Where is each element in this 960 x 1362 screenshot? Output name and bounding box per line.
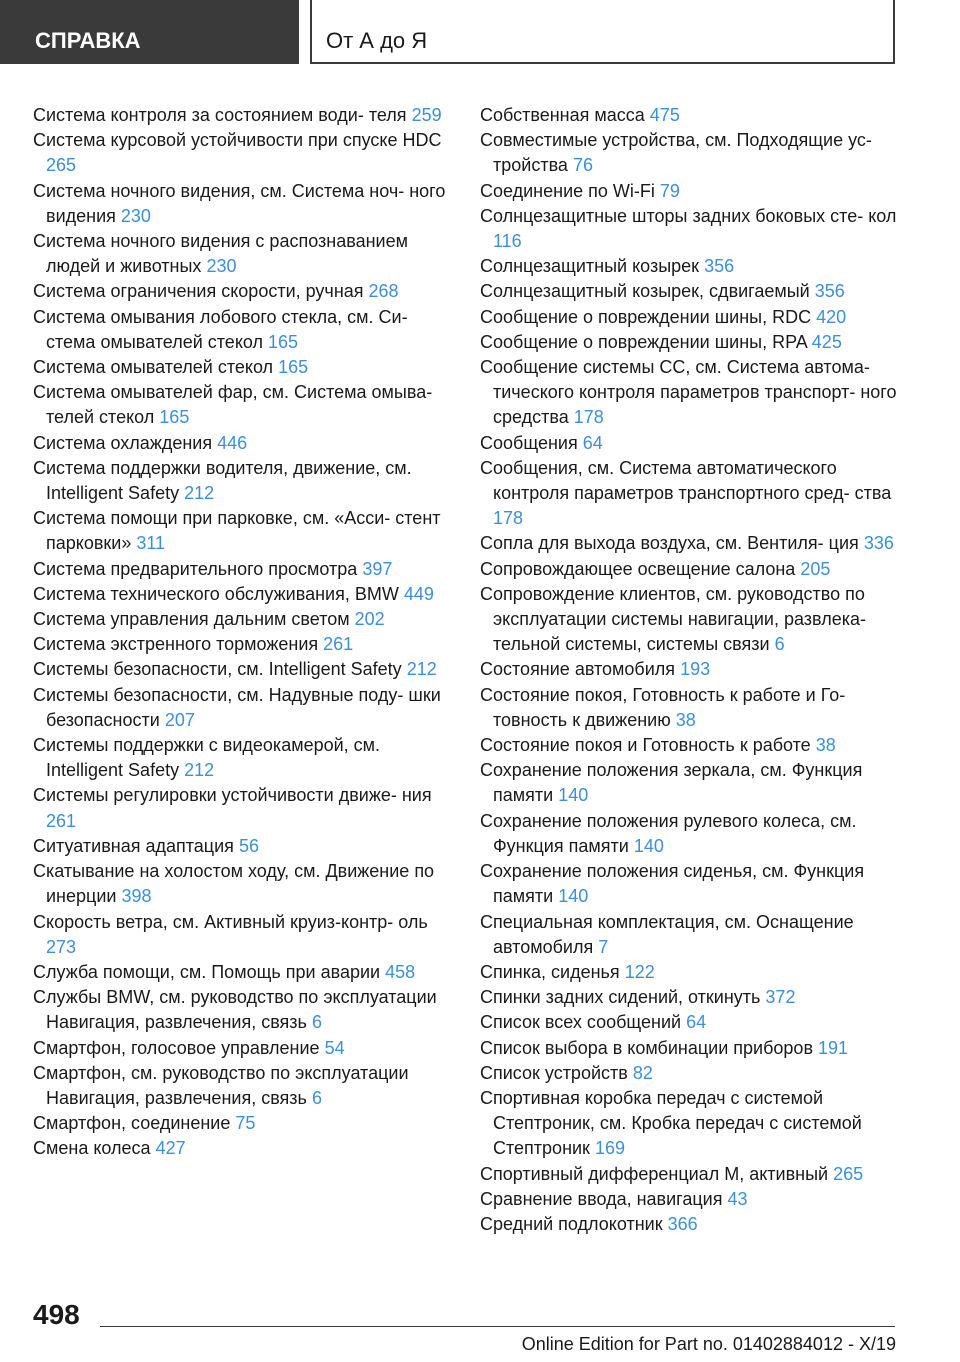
index-page-link[interactable]: 56 xyxy=(238,835,259,856)
index-entry xyxy=(480,985,900,1010)
index-entry xyxy=(33,859,453,909)
index-entry xyxy=(33,1061,453,1111)
index-entry-text: Система омывания лобового стекла, см. Си- стема омывателей стекол xyxy=(33,306,408,352)
index-entry xyxy=(480,1086,900,1162)
index-entry xyxy=(33,1136,453,1161)
index-entry xyxy=(33,103,453,128)
index-page-link[interactable]: 311 xyxy=(136,533,166,554)
index-entry xyxy=(480,279,900,304)
index-column-right xyxy=(480,103,900,1237)
index-entry-text: Сохранение положения рулевого колеса, см. Функция памяти xyxy=(480,810,857,856)
index-page-link[interactable]: 38 xyxy=(815,735,836,756)
index-entry xyxy=(33,985,453,1035)
index-entry xyxy=(33,834,453,859)
index-page-link[interactable]: 261 xyxy=(46,810,77,831)
index-entry xyxy=(33,910,453,960)
page-header xyxy=(0,0,960,66)
index-page-link[interactable]: 165 xyxy=(278,357,309,378)
index-page-link[interactable]: 446 xyxy=(217,432,248,453)
index-entry xyxy=(480,1061,900,1086)
index-entry xyxy=(480,330,900,355)
index-entry-text: Сообщение о повреждении шины, RPA xyxy=(480,331,807,352)
index-entry-text: Системы безопасности, см. Intelligent Safety xyxy=(33,659,402,680)
index-entry xyxy=(480,355,900,431)
index-page-link[interactable]: 261 xyxy=(323,634,354,655)
index-entry-text: Сопровождающее освещение салона xyxy=(480,558,796,579)
index-page-link[interactable]: 475 xyxy=(649,105,680,125)
index-entry xyxy=(33,179,453,229)
section-title: СПРАВКА xyxy=(0,0,299,64)
index-page-link[interactable]: 425 xyxy=(811,331,842,352)
index-page-link[interactable]: 116 xyxy=(493,231,522,252)
index-entry-text: Средний подлокотник xyxy=(480,1213,663,1234)
index-page-link[interactable]: 212 xyxy=(184,483,215,504)
index-entry-text: Спинка, сиденья xyxy=(480,961,620,982)
index-entry-text: Смартфон, голосовое управление xyxy=(33,1037,320,1058)
index-entry-text: Система охлаждения xyxy=(33,432,213,453)
index-entry-text: Сообщения, см. Система автоматического контроля параметров транспортного сред- ства xyxy=(480,457,892,504)
index-entry-text: Солнцезащитный козырек, сдвигаемый xyxy=(480,281,810,302)
index-entry-text: Система помощи при парковке, см. «Асси- стент парковки» xyxy=(33,508,441,554)
index-entry xyxy=(33,431,453,456)
index-entry xyxy=(33,305,453,355)
index-page-link[interactable]: 165 xyxy=(268,331,299,352)
index-entry xyxy=(33,632,453,657)
index-page-link[interactable]: 178 xyxy=(493,508,524,529)
index-entry xyxy=(33,1111,453,1136)
index-page-link[interactable]: 6 xyxy=(311,1087,322,1108)
index-page-link[interactable]: 449 xyxy=(403,583,434,604)
index-entry xyxy=(33,683,453,733)
index-entry xyxy=(480,254,900,279)
index-entry-text: Система технического обслуживания, BMW xyxy=(33,583,399,604)
index-page-link[interactable]: 178 xyxy=(573,407,604,428)
index-entry xyxy=(480,683,900,733)
index-entry-text: Система ночного видения, см. Система ноч- ного видения xyxy=(33,180,446,226)
subsection-title: От А до Я xyxy=(310,0,895,64)
index-entry xyxy=(33,380,453,430)
index-entry-text: Состояние автомобиля xyxy=(480,659,676,680)
footer-edition: Online Edition for Part no. 01402884012 - X/19 xyxy=(521,1334,896,1354)
index-entry xyxy=(480,204,900,254)
index-entry-text: Скатывание на холостом ходу, см. Движение по инерции xyxy=(33,861,435,907)
index-entry-text: Солнцезащитный козырек xyxy=(480,256,700,277)
index-entry-text: Система контроля за состоянием води- теля xyxy=(33,105,407,125)
index-entry xyxy=(480,809,900,859)
index-entry xyxy=(480,456,900,532)
index-entry-text: Спинки задних сидений, откинуть xyxy=(480,987,761,1008)
index-entry-text: Сохранение положения зеркала, см. Функция памяти xyxy=(480,760,863,806)
index-entry xyxy=(33,456,453,506)
index-entry-text: Система управления дальним светом xyxy=(33,609,350,630)
index-entry xyxy=(480,733,900,758)
index-entry xyxy=(480,1010,900,1035)
index-entry xyxy=(480,531,900,556)
index-entry-text: Системы поддержки с видеокамерой, см. Intelligent Safety xyxy=(33,735,381,781)
footer-divider xyxy=(100,1326,895,1327)
index-entry xyxy=(33,733,453,783)
index-entry-text: Соединение по Wi-Fi xyxy=(480,180,655,201)
index-entry-text: Специальная комплектация, см. Оснащение автомобиля xyxy=(480,911,854,957)
index-page-link[interactable]: 427 xyxy=(155,1138,186,1159)
index-entry-text: Системы регулировки устойчивости движе- ния xyxy=(33,785,432,806)
index-entry-text: Сопровождение клиентов, см. руководство по эксплуатации системы навигации, развлека- тельной системы, системы связи xyxy=(480,583,866,655)
index-entry xyxy=(480,960,900,985)
index-entry xyxy=(480,582,900,658)
index-entry xyxy=(480,1212,900,1237)
index-entry xyxy=(33,960,453,985)
index-entry xyxy=(480,1187,900,1212)
index-entry xyxy=(33,607,453,632)
index-page-link[interactable]: 54 xyxy=(324,1037,345,1058)
index-page-link[interactable]: 140 xyxy=(558,785,589,806)
index-entry-text: Система предварительного просмотра xyxy=(33,558,358,579)
index-entry xyxy=(33,355,453,380)
index-page-link[interactable]: 230 xyxy=(120,205,151,226)
index-entry-text: Сохранение положения сиденья, см. Функция памяти xyxy=(480,861,865,907)
index-entry-text: Совместимые устройства, см. Подходящие ус- тройства xyxy=(480,130,872,176)
index-entry-text: Смартфон, см. руководство по эксплуатации Навигация, развлечения, связь xyxy=(33,1062,409,1108)
index-entry-text: Скорость ветра, см. Активный круиз-контр- оль xyxy=(33,911,428,932)
index-entry xyxy=(33,557,453,582)
index-entry xyxy=(33,783,453,833)
index-page-link[interactable]: 420 xyxy=(816,306,847,327)
index-entry-text: Система курсовой устойчивости при спуске HDC xyxy=(33,130,442,151)
index-entry xyxy=(33,657,453,682)
index-page-link[interactable]: 265 xyxy=(833,1163,864,1184)
index-entry xyxy=(480,1162,900,1187)
index-entry-text: Службы BMW, см. руководство по эксплуатации Навигация, развлечения, связь xyxy=(33,987,437,1033)
index-page-link[interactable]: 397 xyxy=(362,558,393,579)
index-entry xyxy=(480,128,900,178)
index-entry-text: Системы безопасности, см. Надувные поду- шки безопасности xyxy=(33,684,441,730)
index-page-link[interactable]: 76 xyxy=(572,155,593,176)
index-page-link[interactable]: 212 xyxy=(184,760,215,781)
page-number: 498 xyxy=(33,1299,80,1330)
index-page-link[interactable]: 205 xyxy=(800,558,831,579)
index-entry xyxy=(480,859,900,909)
index-page-link[interactable]: 64 xyxy=(582,432,603,453)
index-entry xyxy=(33,582,453,607)
index-page-link[interactable]: 356 xyxy=(704,256,735,277)
index-page-link[interactable]: 268 xyxy=(368,281,399,302)
index-page-link[interactable]: 6 xyxy=(774,634,785,655)
index-page-link[interactable]: 38 xyxy=(675,709,696,730)
index-entry-text: Система омывателей фар, см. Система омыва- телей стекол xyxy=(33,382,433,428)
index-column-left xyxy=(33,103,453,1162)
index-entry xyxy=(33,506,453,556)
index-page-link[interactable]: 7 xyxy=(598,936,609,957)
index-entry xyxy=(33,128,453,178)
index-entry xyxy=(480,103,900,128)
index-entry-text: Сообщение системы CC, см. Система автома- тического контроля параметров транспорт- ного средства xyxy=(480,357,897,428)
index-page-link[interactable]: 259 xyxy=(411,105,442,125)
index-entry-text: Список всех сообщений xyxy=(480,1012,682,1033)
index-entry-text: Собственная масса xyxy=(480,105,645,125)
index-entry xyxy=(33,279,453,304)
index-entry-text: Смена колеса xyxy=(33,1138,151,1159)
index-page-link[interactable]: 6 xyxy=(311,1012,322,1033)
index-page-link[interactable]: 140 xyxy=(558,886,589,907)
index-entry xyxy=(33,229,453,279)
index-entry xyxy=(480,431,900,456)
index-entry xyxy=(480,305,900,330)
index-page-link[interactable]: 82 xyxy=(632,1062,653,1083)
index-page-link[interactable]: 398 xyxy=(121,886,152,907)
index-entry-text: Сравнение ввода, навигация xyxy=(480,1188,723,1209)
index-entry-text: Спортивная коробка передач с системой Стептроник, см. Кробка передач с системой Стептроник xyxy=(480,1087,862,1159)
index-page-link[interactable]: 169 xyxy=(594,1138,625,1159)
index-page-link[interactable]: 75 xyxy=(235,1113,256,1134)
index-entry-text: Сообщение о повреждении шины, RDC xyxy=(480,306,812,327)
index-page-link[interactable]: 202 xyxy=(354,609,385,630)
index-entry-text: Список устройств xyxy=(480,1062,628,1083)
index-page-link[interactable]: 79 xyxy=(659,180,680,201)
index-entry-text: Сопла для выхода воздуха, см. Вентиля- ция xyxy=(480,533,859,554)
index-entry-text: Система ограничения скорости, ручная xyxy=(33,281,364,302)
index-entry-text: Служба помощи, см. Помощь при аварии xyxy=(33,961,381,982)
index-entry-text: Состояние покоя, Готовность к работе и Го- товность к движению xyxy=(480,684,846,730)
index-entry xyxy=(480,758,900,808)
index-entry xyxy=(480,557,900,582)
index-entry xyxy=(480,657,900,682)
index-entry xyxy=(480,179,900,204)
index-entry-text: Система экстренного торможения xyxy=(33,634,319,655)
index-page-link[interactable]: 336 xyxy=(863,533,894,554)
index-page-link[interactable]: 372 xyxy=(765,987,796,1008)
index-page-link[interactable]: 165 xyxy=(159,407,190,428)
index-page-link[interactable]: 273 xyxy=(46,936,77,957)
index-page-link[interactable]: 458 xyxy=(385,961,416,982)
index-entry-text: Солнцезащитные шторы задних боковых сте- кол xyxy=(480,205,897,226)
index-entry xyxy=(480,1036,900,1061)
index-page-link[interactable]: 43 xyxy=(727,1188,748,1209)
index-page-link[interactable]: 122 xyxy=(624,961,655,982)
index-entry-text: Система поддержки водителя, движение, см. Intelligent Safety xyxy=(33,457,412,504)
index-page-link[interactable]: 265 xyxy=(46,155,77,176)
index-page-link[interactable]: 207 xyxy=(164,709,195,730)
index-entry-text: Смартфон, соединение xyxy=(33,1113,231,1134)
index-page-link[interactable]: 356 xyxy=(814,281,845,302)
index-page-link[interactable]: 191 xyxy=(818,1037,849,1058)
index-entry-text: Система омывателей стекол xyxy=(33,357,274,378)
index-page-link[interactable]: 193 xyxy=(680,659,711,680)
index-page-link[interactable]: 212 xyxy=(406,659,437,680)
index-page-link[interactable]: 366 xyxy=(667,1213,698,1234)
index-page-link[interactable]: 64 xyxy=(686,1012,707,1033)
index-page-link[interactable]: 140 xyxy=(633,835,664,856)
index-entry xyxy=(33,1036,453,1061)
index-entry-text: Состояние покоя и Готовность к работе xyxy=(480,735,811,756)
index-entry-text: Ситуативная адаптация xyxy=(33,835,234,856)
index-entry-text: Система ночного видения с распознаванием людей и животных xyxy=(33,231,408,277)
index-entry-text: Спортивный дифференциал M, активный xyxy=(480,1163,829,1184)
index-entry xyxy=(480,910,900,960)
index-entry-text: Список выбора в комбинации приборов xyxy=(480,1037,814,1058)
index-entry-text: Сообщения xyxy=(480,432,578,453)
index-page-link[interactable]: 230 xyxy=(206,256,237,277)
